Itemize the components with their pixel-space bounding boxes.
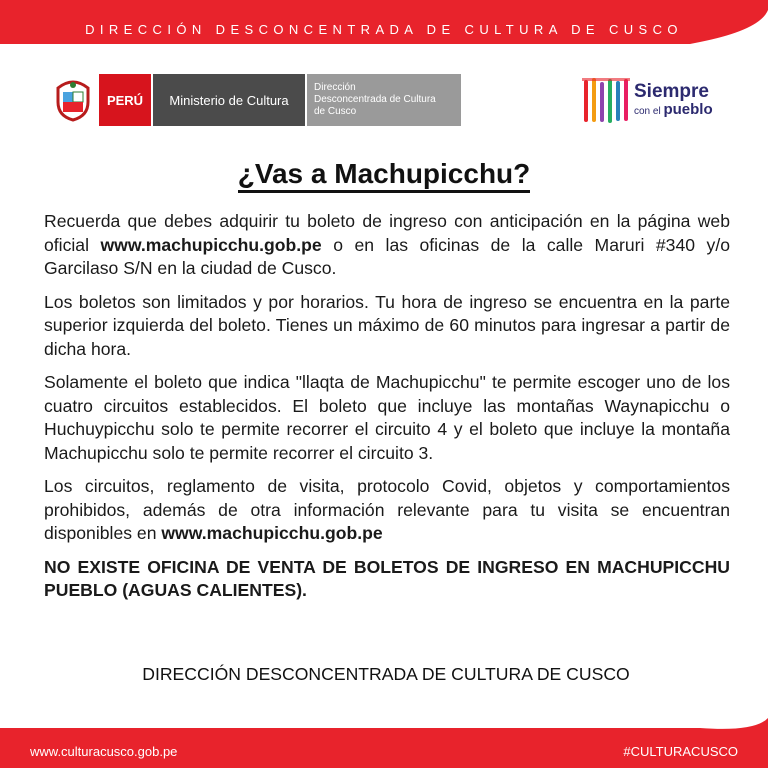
paragraph-2: Los boletos son limitados y por horarios. Tu hora de ingreso se encuentra en la parte superior izquierda del boleto. Tienes un máximo de 60 minutos para ingresar a partir de dicha hora.	[44, 291, 730, 359]
bottom-banner-shape	[0, 718, 768, 768]
paragraph-4	[44, 475, 730, 546]
website-link[interactable]: www.machupicchu.gob.pe	[161, 523, 383, 543]
top-banner	[0, 0, 768, 60]
signature: DIRECCIÓN DESCONCENTRADA DE CULTURA DE CUSCO	[142, 664, 630, 684]
paragraph-1-b: o en las oficinas de la calle Maruri #340 y/o Garcilaso S/N en la ciudad de Cusco.	[44, 234, 730, 278]
warning-notice: NO EXISTE OFICINA DE VENTA DE BOLETOS DE INGRESO EN MACHUPICCHU PUEBLO (AGUAS CALIENTES).	[44, 556, 730, 600]
headline-text: ¿Vas a Machupicchu?	[238, 158, 531, 193]
paragraph-1-a: Recuerda que debes adquirir tu boleto de ingreso con anticipación en la página web oficial	[44, 211, 730, 255]
footer-website[interactable]: www.culturacusco.gob.pe	[30, 744, 178, 759]
website-link[interactable]: www.machupicchu.gob.pe	[100, 234, 322, 255]
banner-title: DIRECCIÓN DESCONCENTRADA DE CULTURA DE CUSCO	[85, 22, 683, 37]
paragraph-4-a: Los circuitos, reglamento de visita, protocolo Covid, objetos y comportamientos prohibidos, además de otra información relevante para tu visita se encuentran disponibles en	[44, 476, 730, 543]
direction-line: Desconcentrada de Cultura	[314, 94, 436, 105]
bottom-banner	[0, 718, 768, 768]
slogan-sub	[634, 102, 713, 120]
direction-logo	[307, 74, 461, 126]
direction-line: de Cusco	[314, 106, 357, 117]
coat-of-arms-icon	[54, 78, 92, 122]
headline	[0, 158, 768, 190]
siempre-con-el-pueblo-logo	[582, 74, 732, 126]
logo-row	[54, 74, 734, 126]
peru-logo: PERÚ	[99, 74, 151, 126]
slogan-prefix: con el	[634, 106, 661, 117]
paragraph-1	[44, 210, 730, 281]
ministry-logo: Ministerio de Cultura	[153, 74, 305, 126]
slogan-word: pueblo	[663, 101, 713, 118]
colorful-bars-icon	[582, 76, 630, 126]
body-text	[44, 210, 730, 613]
slogan-main: Siempre	[634, 81, 709, 102]
direction-line: Dirección	[314, 82, 356, 93]
paragraph-3: Solamente el boleto que indica "llaqta de Machupicchu" te permite escoger uno de los cuatro circuitos establecidos. El boleto que incluye las montañas Waynapicchu o Huchuypicchu solo te permite recorrer el circuito 4 y el boleto que incluye la montaña Machupicchu solo te permite recorrer el circuito 3.	[44, 372, 730, 463]
footer-hashtag: #CULTURACUSCO	[623, 744, 738, 759]
